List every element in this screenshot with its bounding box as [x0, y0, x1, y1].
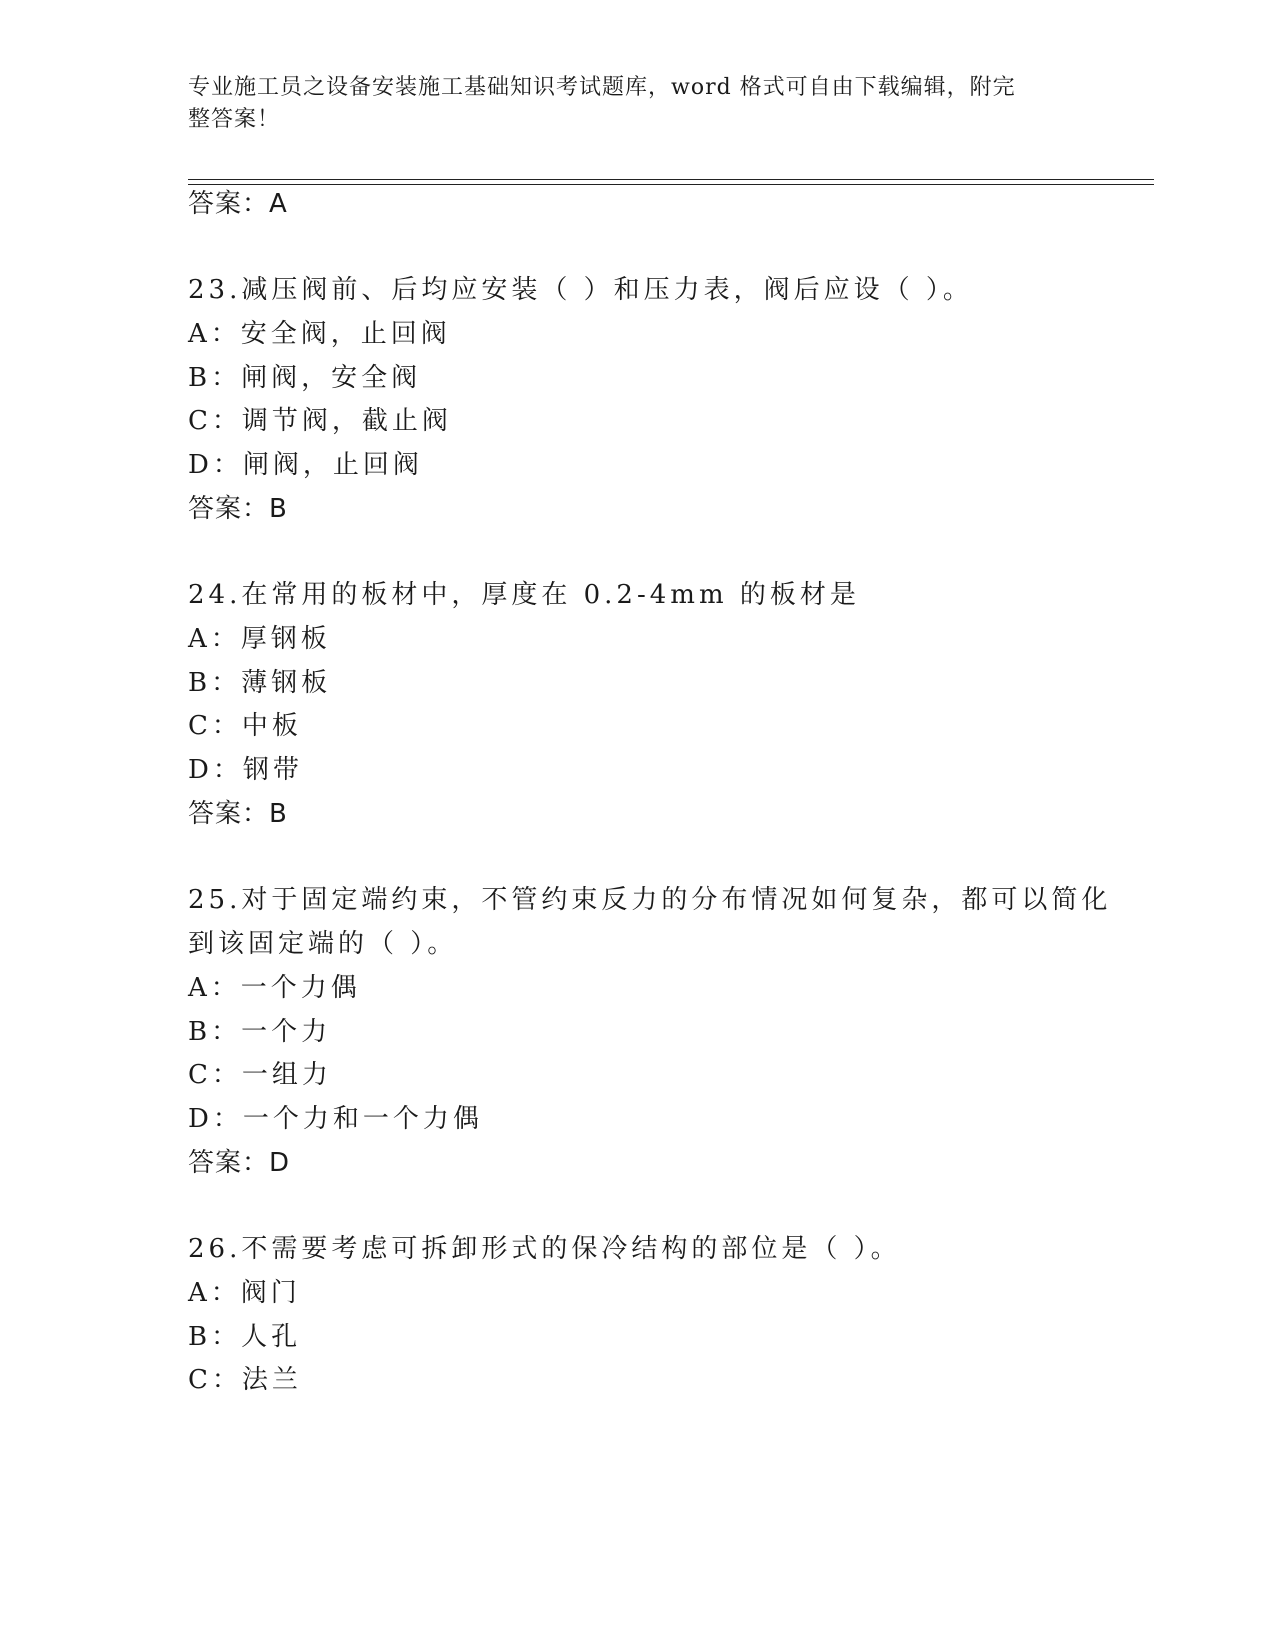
question-25-stem-line-1: 25.对于固定端约束，不管约束反力的分布情况如何复杂，都可以简化: [188, 885, 1112, 915]
question-24-option-d: D：钢带: [188, 755, 303, 785]
question-23-option-c: C：调节阀，截止阀: [188, 406, 452, 436]
question-24-option-c: C：中板: [188, 711, 302, 741]
question-26-option-b: B：人孔: [188, 1322, 302, 1352]
question-23-answer: 答案：B: [188, 494, 288, 524]
question-25-stem-line-2: 到该固定端的（ ）。: [188, 929, 458, 959]
document-header: [188, 72, 1068, 136]
question-26-option-c: C：法兰: [188, 1365, 302, 1395]
question-23-option-d: D：闸阀，止回阀: [188, 450, 423, 480]
question-25-option-c: C：一组力: [188, 1060, 332, 1090]
question-23-option-b: B：闸阀，安全阀: [188, 363, 422, 393]
question-23-stem: 23.减压阀前、后均应安装（ ）和压力表，阀后应设（ ）。: [188, 275, 973, 305]
question-26-option-a: A：阀门: [188, 1278, 301, 1308]
question-23-option-a: A：安全阀，止回阀: [188, 319, 451, 349]
question-25-option-b: B：一个力: [188, 1017, 332, 1047]
question-24-option-a: A：厚钢板: [188, 624, 331, 654]
question-26-stem: 26.不需要考虑可拆卸形式的保冷结构的部位是（ ）。: [188, 1234, 901, 1264]
previous-answer: 答案：A: [188, 189, 288, 219]
header-line-1: 专业施工员之设备安装施工基础知识考试题库，word 格式可自由下载编辑，附完: [188, 75, 1016, 100]
question-25-answer: 答案：D: [188, 1148, 291, 1178]
header-divider-top: [188, 179, 1154, 180]
question-25-option-d: D：一个力和一个力偶: [188, 1104, 483, 1134]
question-24-stem: 24.在常用的板材中，厚度在 0.2-4mm 的板材是: [188, 580, 860, 610]
header-line-2: 整答案！: [188, 107, 281, 132]
question-24-option-b: B：薄钢板: [188, 668, 332, 698]
question-24-answer: 答案：B: [188, 799, 288, 829]
question-25-option-a: A：一个力偶: [188, 973, 361, 1003]
header-divider-bottom: [188, 184, 1154, 185]
